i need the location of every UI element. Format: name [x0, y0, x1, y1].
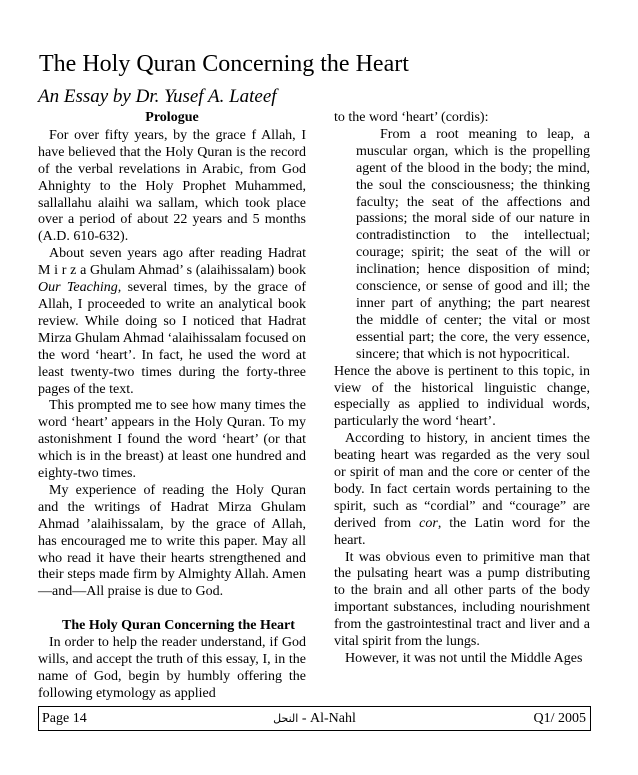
- author-subtitle: An Essay by Dr. Yusef A. Lateef: [38, 86, 277, 107]
- issue-date: Q1/ 2005: [533, 711, 586, 726]
- paragraph: In order to help the reader understand, if God wills, and accept the truth of this essay, I, in the name of God, begin by humbly offering the following etymology as applied: [38, 635, 306, 701]
- paragraph: to the word ‘heart’ (cordis):: [334, 110, 489, 125]
- page-footer: [38, 706, 591, 731]
- page-title: The Holy Quran Concerning the Heart: [39, 51, 409, 77]
- paragraph: [38, 246, 306, 398]
- paragraph: However, it was not until the Middle Ages: [345, 651, 583, 666]
- book-title: Our Teaching,: [38, 280, 122, 296]
- definition-text: From a root meaning to leap, a muscular organ, which is the propelling agent of the blood in the body; the mind, the soul the consciousness; the thinking faculty; the seat of the affections and passions; the moral side of our nature in contradistinction to the intellectual; courage; spirit; the seat of the will or inclination; hence disposition of mind; conscience, or sense of good and ill; the inner part of anything; the part nearest the middle of center; the vital or most essential part; the core, the very essence, sincere; that which is not hypocritical.: [356, 126, 590, 362]
- latin-word: cor: [419, 515, 438, 531]
- paragraph-text: several times, by the grace of Allah, I proceeded to write an analytical book review. While doing so I noticed that Hadrat Mirza Ghulam Ahmad ‘alaihissalam focused on the word ‘heart’. In fact, he used the word at least twenty-two times during the forty-three pages of the text.: [38, 280, 306, 397]
- section-heading: The Holy Quran Concerning the Heart: [62, 618, 295, 634]
- paragraph: [334, 431, 590, 549]
- paragraph-text: According to history, in ancient times the beating heart was regarded as the very soul or spirit of man and the core or center of the body. In fact certain words pertaining to the spirit, such as “cordial” and “courage” are derived from: [334, 431, 590, 531]
- definition-block: [334, 127, 590, 364]
- magazine-latin: - Al-Nahl: [298, 711, 356, 726]
- left-column: [38, 110, 306, 703]
- magazine-arabic: النحل: [273, 712, 299, 725]
- right-column: [334, 110, 590, 668]
- page-number: Page 14: [42, 711, 87, 726]
- paragraph-text: About seven years ago after reading Hadrat M i r z a Ghulam Ahmad’ s (alaihissalam) book: [38, 246, 306, 279]
- paragraph: This prompted me to see how many times the word ‘heart’ appears in the Holy Quran. To my astonishment I found the word ‘heart’ (or that which is in the breast) at least one hundred and eighty-two times.: [38, 398, 306, 482]
- paragraph: My experience of reading the Holy Quran and the writings of Hadrat Mirza Ghulam Ahmad ’alaihissalam, by the grace of Allah, has encouraged me to write this paper. May all who read it have their hearts strengthened and their steps made firm by Almighty Allah. Amen—and—All praise is due to God.: [38, 482, 306, 600]
- paragraph-text: , the Latin word for the heart.: [334, 515, 590, 548]
- paragraph: Hence the above is pertinent to this topic, in view of the historical linguistic change, especially as applied to individual words, particularly the word ‘heart’.: [334, 363, 590, 430]
- paragraph: For over fifty years, by the grace f Allah, I have believed that the Holy Quran is the record of the verbal revelations in Arabic, from God Ahnighty to the Holy Prophet Muhammed, sallallahu alaihi wa sallam, which took place over a period of about 22 years and 5 months (A.D. 610-632).: [38, 127, 306, 245]
- magazine-name: [39, 707, 590, 730]
- paragraph: It was obvious even to primitive man that the pulsating heart was a pump distributing to the brain and all other parts of the body important substances, including nourishment from the gastrointestinal tract and liver and a vital spirit from the lungs.: [334, 549, 590, 650]
- prologue-heading: Prologue: [145, 110, 199, 125]
